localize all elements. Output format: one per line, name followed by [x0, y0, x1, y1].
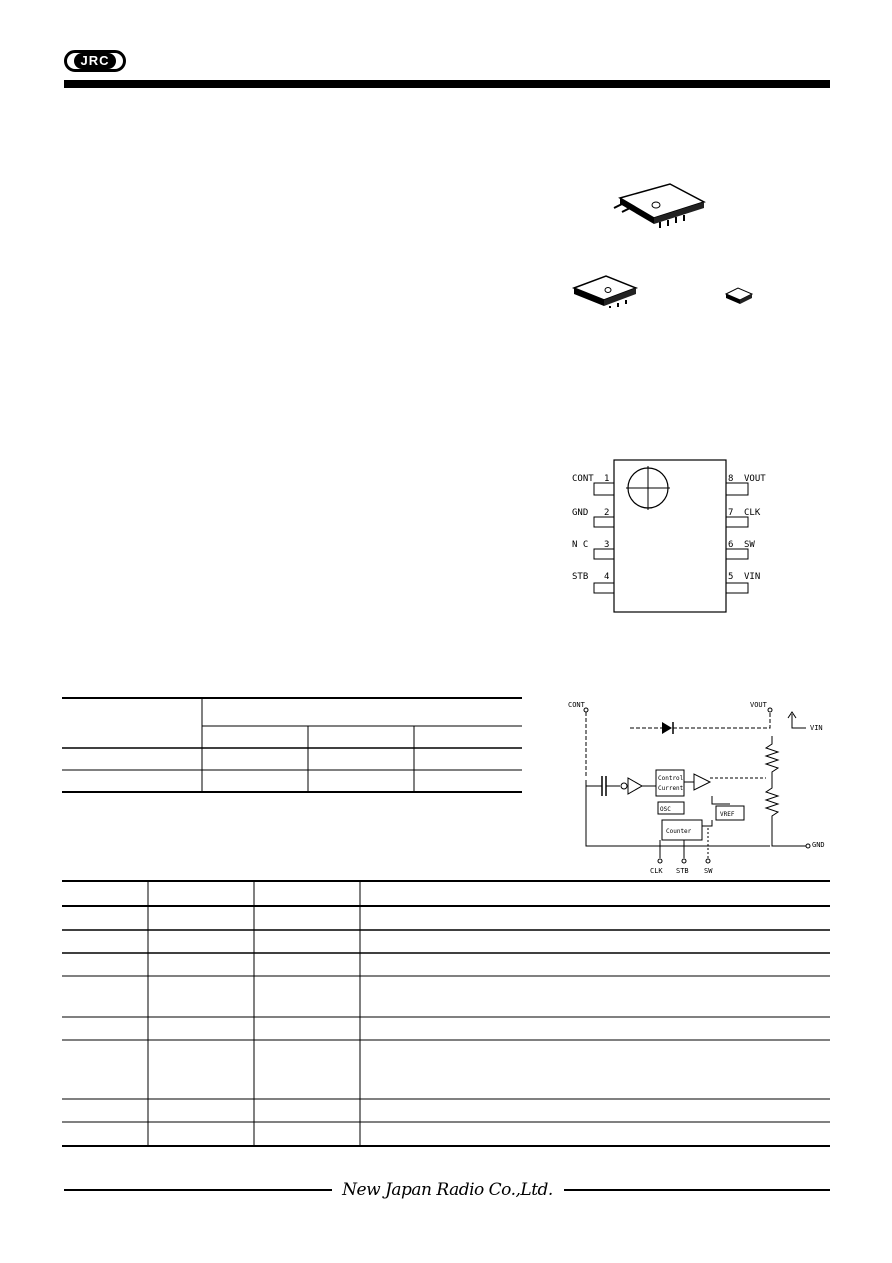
- sw-terminal-label: SW: [704, 867, 713, 875]
- pin-8-label: VOUT: [744, 474, 766, 484]
- company-name: New Japan Radio Co.,Ltd.: [342, 1180, 553, 1200]
- pin-5-number: 5: [728, 572, 734, 582]
- logo-text: JRC: [74, 53, 115, 69]
- cont-terminal-label: CONT: [568, 701, 585, 709]
- header-rule: [64, 80, 830, 88]
- gnd-terminal-label: GND: [812, 841, 825, 849]
- control-block-label: Control: [658, 775, 684, 782]
- current-block-label: Current: [658, 785, 684, 792]
- package-ordering-table: [62, 694, 524, 798]
- clk-terminal-label: CLK: [650, 867, 663, 875]
- pin-4-label: STB: [572, 572, 589, 582]
- pin-8-number: 8: [728, 474, 734, 484]
- pin-configuration-diagram: [560, 455, 780, 615]
- pin-3-number: 3: [604, 540, 610, 550]
- pin-6-label: SW: [744, 540, 755, 550]
- ratings-table: [62, 878, 832, 1150]
- vout-terminal-label: VOUT: [750, 701, 767, 709]
- package-ssop8-image: [722, 284, 758, 306]
- pin-3-label: N C: [572, 540, 589, 550]
- block-diagram: [560, 696, 836, 876]
- footer-rule-left: [64, 1189, 332, 1191]
- package-dmp8-image: [600, 180, 720, 228]
- jrc-logo: [64, 50, 126, 72]
- pin-1-label: CONT: [572, 474, 594, 484]
- counter-block-label: Counter: [666, 828, 692, 835]
- pin-2-number: 2: [604, 508, 610, 518]
- pin-2-label: GND: [572, 508, 589, 518]
- osc-block-label: OSC: [660, 806, 671, 813]
- pin-7-number: 7: [728, 508, 734, 518]
- stb-terminal-label: STB: [676, 867, 689, 875]
- pin-1-number: 1: [604, 474, 610, 484]
- pin-7-label: CLK: [744, 508, 761, 518]
- pin-4-number: 4: [604, 572, 610, 582]
- vref-block-label: VREF: [720, 811, 735, 818]
- footer-rule-right: [564, 1189, 830, 1191]
- pin-6-number: 6: [728, 540, 734, 550]
- vin-terminal-label: VIN: [810, 724, 823, 732]
- package-emp8-image: [566, 272, 644, 308]
- pin-5-label: VIN: [744, 572, 761, 582]
